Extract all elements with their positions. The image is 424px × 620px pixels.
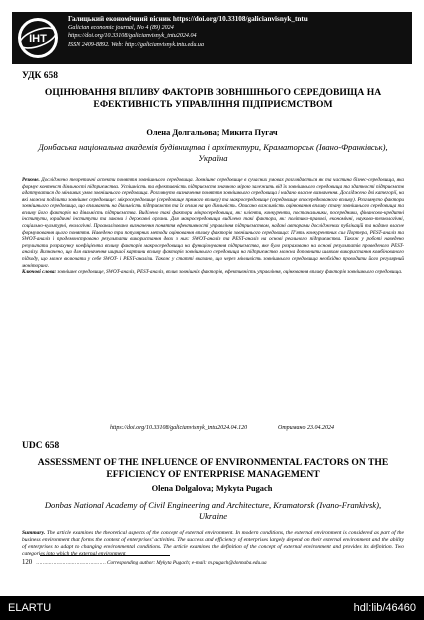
journal-header bbox=[12, 12, 412, 64]
keywords-label-ua: Ключові слова: bbox=[22, 269, 57, 276]
issn-web: ISSN 2409-8892. Web: http://galicianvisnyk.tntu.edu.ua bbox=[68, 41, 205, 48]
keywords-ua: зовнішнє середовище, SWOT-аналіз, PEST-аналіз, вплив зовнішніх факторів, ефективність управління, оцінювання впливу факторів зовнішнього середовища. bbox=[57, 269, 403, 276]
repository-name: ELARTU bbox=[8, 602, 52, 614]
tntu-logo-icon bbox=[16, 16, 60, 60]
logo-text: ІНТ bbox=[29, 33, 47, 45]
abstract-text-ua: Досліджено теоретичні аспекти поняття зовнішнього середовища. Зовнішнє середовище в сучасних умовах розглядається як та частина бізнес-середовища, яка формує контекст діяльності підприємства. Успішність та ефективність підприємств значною мірою залежить від їх зовнішнього середовища та здатності підприємств адаптуватися до мінливих умов зовнішнього середовища. Розглянуто визначення поняття зовнішнього середовища і надано власне визначення. Досліджено дві категорії, на які можна поділити зовнішнє середовище: мікросередовище (середовище прямого впливу) та макросередовище (середовище опосередкованого впливу). Розглянуто фактори зовнішнього середовища, що впливають на діяльність підприємств та їх оплив на цю діяльність. Описано важливість оцінювання впливу стану зовнішнього середовища та впливу його факторів на діяльність підприємства. Виділено такі фактори мікросередовища, як: клієнти, конкуренти, постачальники, посередники, фінансово-кредитні інститути, юридичні інститути та закони і державні органи. Для макросередовища виділено такі фактори, як: політико-правові, економічні, науково-технологічні, соціально-культурні, екологічні. Проаналізовано визначення поняття ефективності управління підприємством, надані авторами досліджених публікацій та надано власне формулювання цього поняття. Наведено три популярних методи оцінювання впливу факторів зовнішнього середовища: П’ять конкурентних сил Портера, PEST-аналіз та SWOT-аналіз і продемонстровано результати використання двох з них: SWOT-аналіз та PEST-аналіз на основі реального підприємства. Також у роботі наведено результати розрахунку коефіцієнта впливу факторів макросередовища на функціонування підприємства, яке було розраховано на основі результатів проведеного PEST-аналізу. Визначено, що для визначення ширшої картини впливу факторів зовнішнього середовища на підприємство можна доповнити шляхом використання комбінованого підходу, що може включати у себе SWOT- і PEST-аналізи. Також у статті вказано, що через мінливість зовнішнього середовища необхідно проводити його регулярний моніторинг. bbox=[22, 177, 404, 269]
page-number: 120 bbox=[22, 559, 33, 566]
issue-doi: https://doi.org/10.33108/galicianvisnyk_tntu2024.04 bbox=[68, 33, 197, 40]
authors-en: Olena Dolgalova; Mykyta Pugach bbox=[151, 484, 273, 493]
authors-ua: Олена Долгальова; Микита Пугач bbox=[146, 128, 278, 137]
footnote-divider bbox=[40, 555, 170, 556]
journal-title-en: Galician economic journal, No 4 (89) 2024 bbox=[68, 25, 174, 31]
abstract-en bbox=[22, 530, 405, 557]
journal-title-ua: Галицький економічний вісник https://doi.org/10.33108/galicianvisnyk_tntu bbox=[68, 15, 308, 23]
article-doi[interactable]: https://doi.org/10.33108/galicianvisnyk_tntu2024.04.120 bbox=[110, 425, 248, 431]
title-en: ASSESSMENT OF THE INFLUENCE OF ENVIRONMENTAL FACTORS ON THE EFFICIENCY OF ENTERPRISE MANAGEMENT bbox=[37, 457, 389, 481]
page-footer bbox=[22, 559, 404, 566]
abstract-label-en: Summary. bbox=[22, 530, 46, 536]
received-date: Отримано 23.04.2024 bbox=[278, 425, 334, 431]
udc-ua: УДК 658 bbox=[22, 71, 59, 81]
affiliation-ua: Донбаська національна академія будівництва і архітектури, Краматорськ (Івано-Франківськ), Україна bbox=[38, 142, 388, 163]
title-ua: ОЦІНЮВАННЯ ВПЛИВУ ФАКТОРІВ ЗОВНІШНЬОГО СЕРЕДОВИЩА НА ЕФЕКТИВНІСТЬ УПРАВЛІННЯ ПІДПРИЄМСТВОМ bbox=[44, 87, 382, 111]
abstract-label-ua: Резюме. bbox=[22, 177, 40, 183]
viewer-bottom-bar bbox=[0, 596, 424, 620]
affiliation-en: Donbas National Academy of Civil Engineering and Architecture, Kramatorsk (Ivano-Frankivsk), Ukraine bbox=[44, 500, 382, 521]
udc-en: UDC 658 bbox=[22, 441, 60, 451]
corresponding-author: ……………………………………… Corresponding author: Mykyta Pugach; e-mail: m.pugach@donnaba.edu.ua bbox=[36, 560, 267, 566]
abstract-text-en: The article examines the theoretical aspects of the concept of external environment. In modern conditions, the external environment is considered as part of the business environment that forms the context of enterprises’ activities. The success and efficiency of enterprises largely depend on their external environment and the ability of enterprises to adapt to changing environmental conditions. The article examines the definition of the concept of external environment and provides its definition. Two categories into which the external environment bbox=[22, 530, 405, 557]
handle-id: hdl:lib/46460 bbox=[353, 602, 416, 614]
abstract-ua bbox=[22, 177, 404, 276]
